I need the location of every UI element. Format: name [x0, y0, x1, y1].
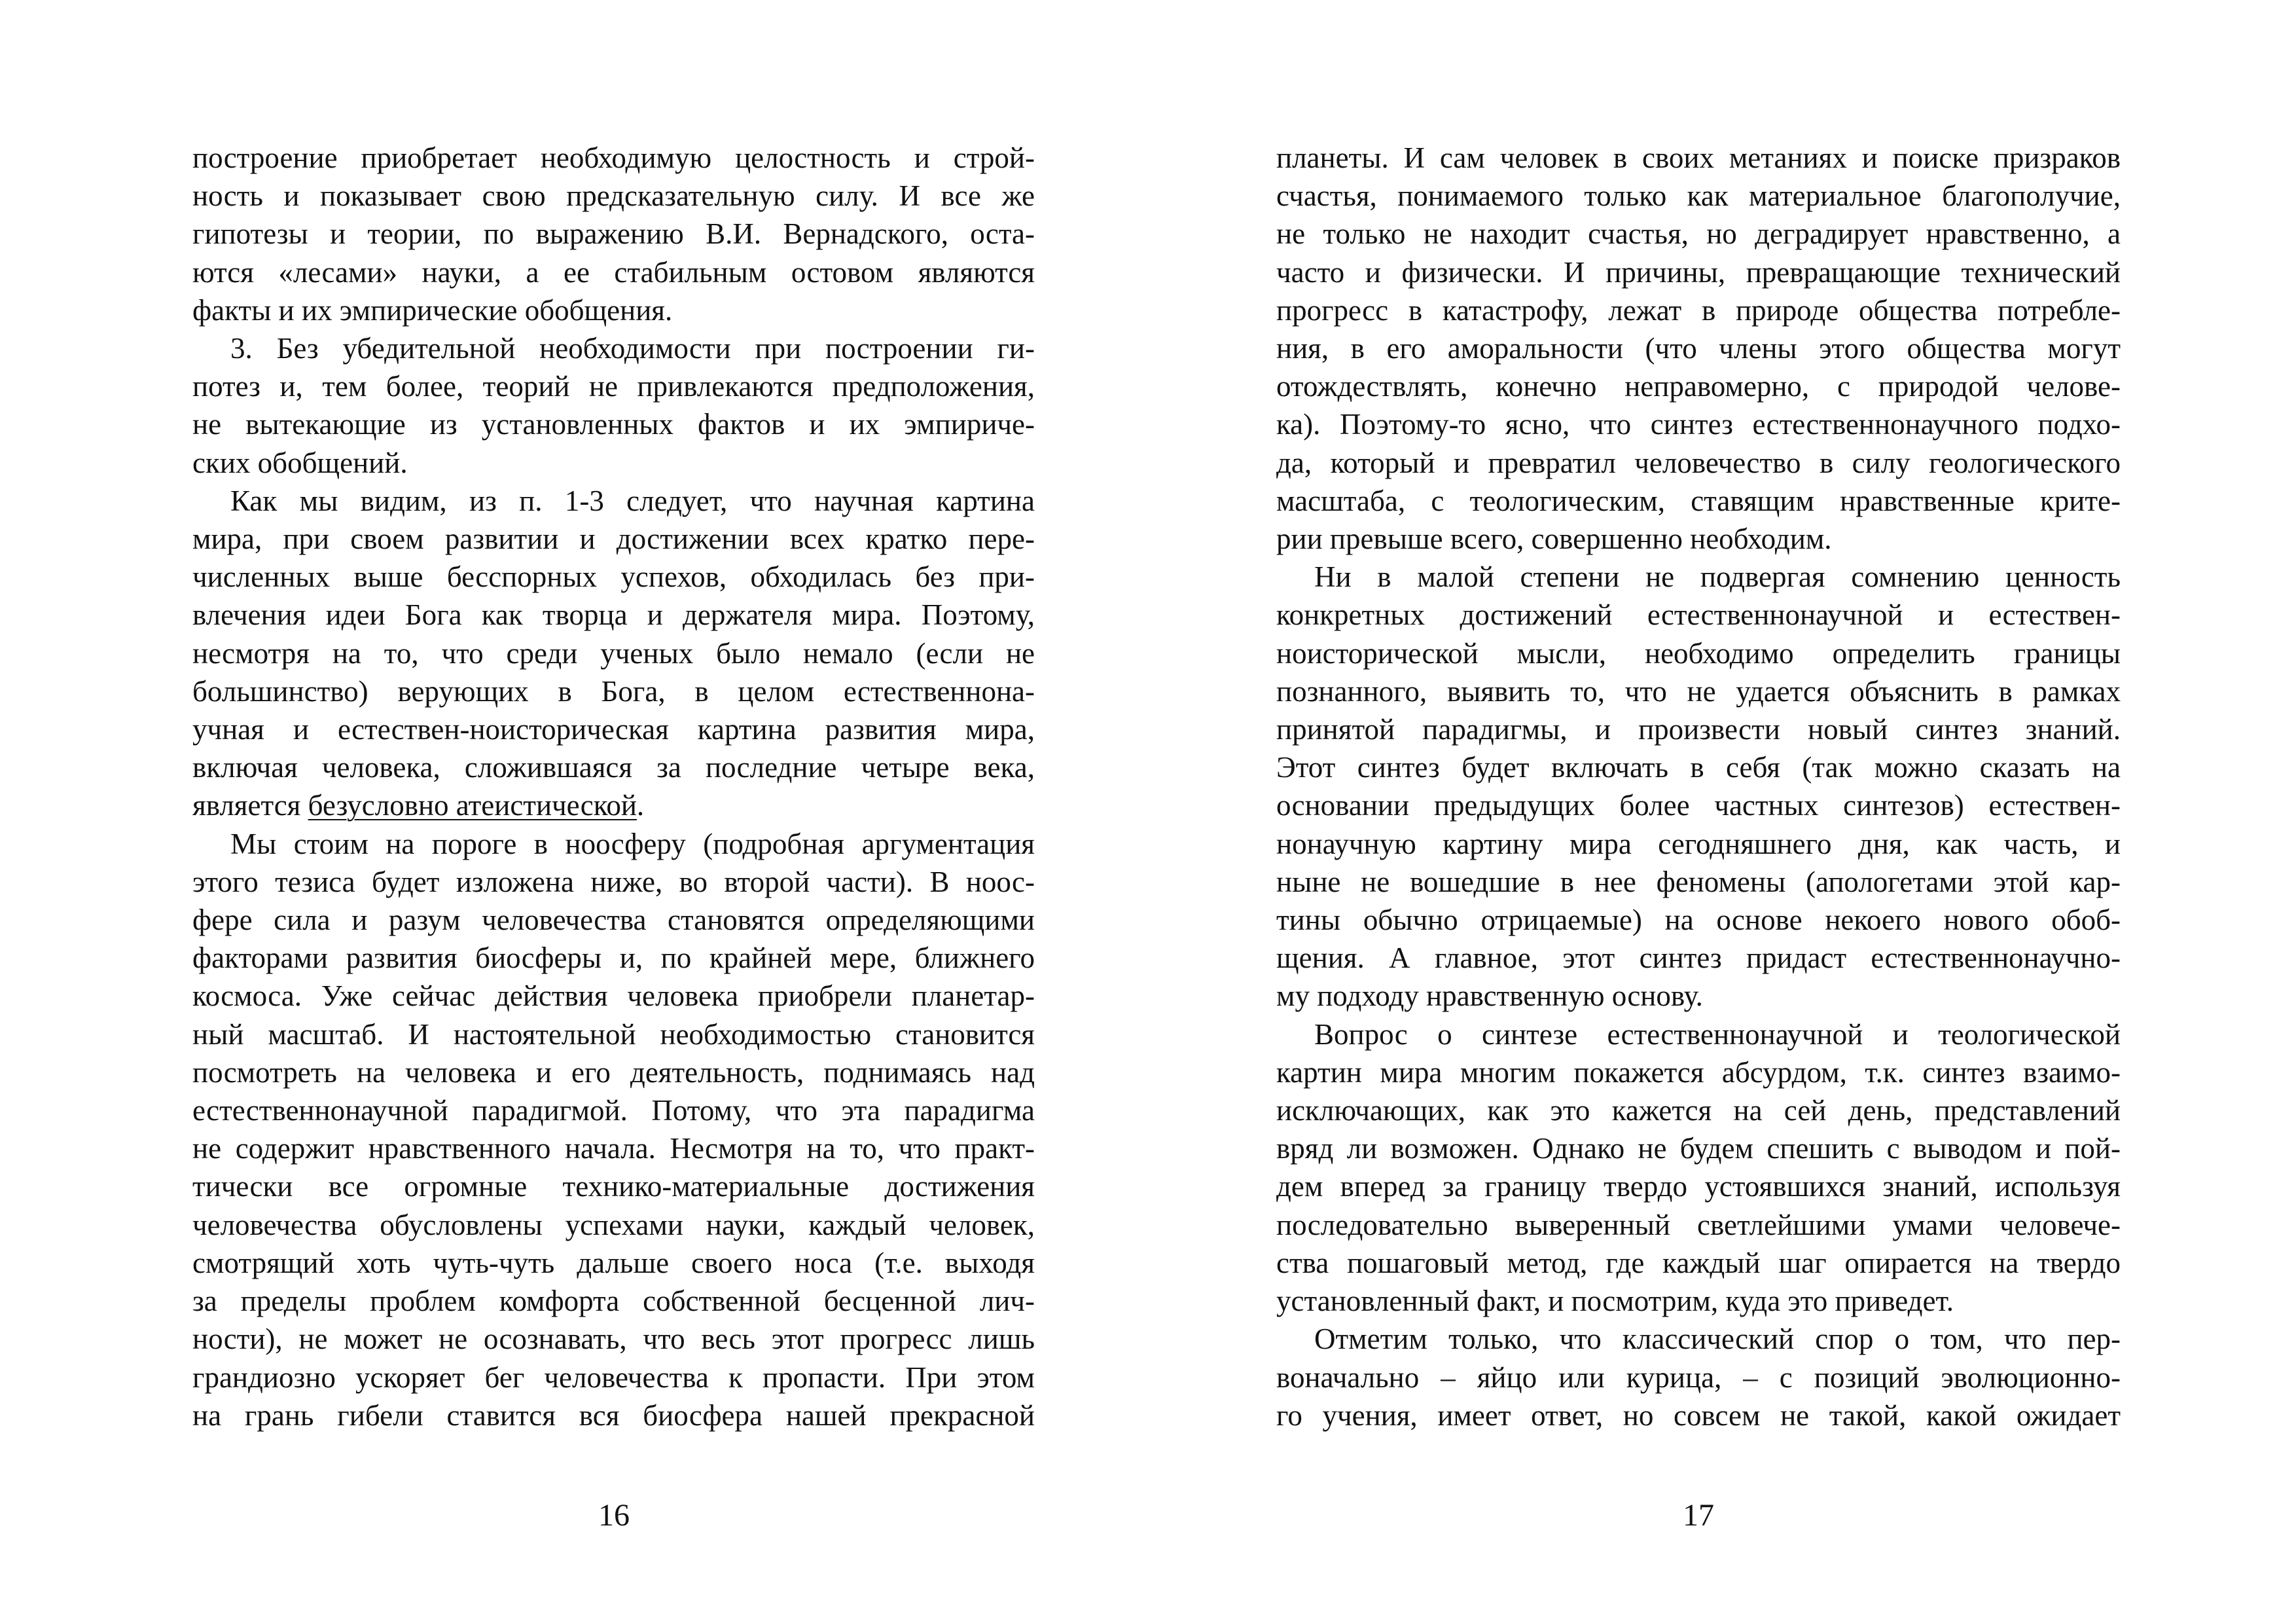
- left-page-number: 16: [598, 1498, 630, 1533]
- text-line: ства пошаговый метод, где каждый шаг опирается на твердо: [1276, 1246, 2121, 1279]
- text-line: не содержит нравственного начала. Несмотря на то, что практ-: [192, 1132, 1035, 1165]
- text-line: включая человека, сложившаяся за последние четыре века,: [192, 751, 1035, 784]
- text-line: ныне не вошедшие в нее феномены (апологетами этой кар-: [1276, 865, 2121, 898]
- text-line: гипотезы и теории, по выражению В.И. Вернадского, оста-: [192, 217, 1035, 251]
- text-line: численных выше бесспорных успехов, обходилась без при-: [192, 560, 1035, 594]
- text-line: посмотреть на человека и его деятельность, поднимаясь над: [192, 1055, 1035, 1089]
- text-line: воначально – яйцо или курица, – с позиций эволюционно-: [1276, 1360, 2121, 1394]
- text-line: не только не находит счастья, но деградирует нравственно, а: [1276, 217, 2121, 251]
- text-line: человечества обусловлены успехами науки, каждый человек,: [192, 1208, 1035, 1241]
- text-line: мира, при своем развитии и достижении всех кратко пере-: [192, 522, 1035, 556]
- text-line: щения. А главное, этот синтез придаст естественнонаучно-: [1276, 941, 2121, 975]
- text-line: факторами развития биосферы и, по крайней мере, ближнего: [192, 941, 1035, 975]
- text-line: 3. Без убедительной необходимости при построении ги-: [230, 332, 1035, 365]
- text-line: го учения, имеет ответ, но совсем не такой, какой ожидает: [1276, 1398, 2121, 1432]
- text-line: ются «лесами» науки, а ее стабильным остовом являются: [192, 255, 1035, 289]
- text-line: фере сила и разум человечества становятся определяющими: [192, 903, 1035, 937]
- right-page-text: [1276, 139, 2121, 1434]
- text-line-part: является: [192, 789, 308, 822]
- text-line: му подходу нравственную основу.: [1276, 979, 1703, 1013]
- text-line: счастья, понимаемого только как материальное благополучие,: [1276, 179, 2121, 213]
- text-line: этого тезиса будет изложена ниже, во второй части). В ноос-: [192, 865, 1035, 898]
- text-line: ния, в его аморальности (что члены этого общества могут: [1276, 332, 2121, 365]
- text-line: естественнонаучной парадигмой. Потому, что эта парадигма: [192, 1094, 1035, 1127]
- text-line: да, который и превратил человечество в силу геологического: [1276, 446, 2121, 479]
- text-line: космоса. Уже сейчас действия человека приобрели планетар-: [192, 979, 1035, 1013]
- text-line: Вопрос о синтезе естественнонаучной и теологической: [1314, 1017, 2121, 1051]
- text-line-part: .: [636, 789, 645, 822]
- text-line: вряд ли возможен. Однако не будем спешить с выводом и пой-: [1276, 1132, 2121, 1165]
- text-line: тины обычно отрицаемые) на основе некоего нового обоб-: [1276, 903, 2121, 937]
- text-line: планеты. И сам человек в своих метаниях и поиске призраков: [1276, 141, 2121, 174]
- text-line: Отметим только, что классический спор о том, что пер-: [1314, 1322, 2121, 1356]
- text-line: масштаба, с теологическим, ставящим нравственные крите-: [1276, 484, 2121, 517]
- text-line: на грань гибели ставится вся биосфера нашей прекрасной: [192, 1398, 1035, 1432]
- text-line: построение приобретает необходимую целостность и строй-: [192, 141, 1035, 174]
- text-line: картин мира многим покажется абсурдом, т.к. синтез взаимо-: [1276, 1055, 2121, 1089]
- text-line: нонаучную картину мира сегодняшнего дня, как часть, и: [1276, 827, 2121, 860]
- text-line: Как мы видим, из п. 1-3 следует, что научная картина: [230, 484, 1035, 517]
- underlined-phrase: безусловно атеистической: [308, 789, 637, 822]
- text-line: тически все огромные технико-материальные достижения: [192, 1170, 1035, 1203]
- text-line: [192, 786, 1035, 824]
- text-line: дем вперед за границу твердо устоявшихся знаний, используя: [1276, 1170, 2121, 1203]
- text-line: факты и их эмпирические обобщения.: [192, 293, 673, 327]
- text-line: Ни в малой степени не подвергая сомнению ценность: [1314, 560, 2121, 594]
- text-line: не вытекающие из установленных фактов и их эмпириче-: [192, 408, 1035, 441]
- text-line: ка). Поэтому-то ясно, что синтез естественнонаучного подхо-: [1276, 408, 2121, 441]
- text-line: ность и показывает свою предсказательную силу. И все же: [192, 179, 1035, 213]
- text-line: смотрящий хоть чуть-чуть дальше своего носа (т.е. выходя: [192, 1246, 1035, 1279]
- text-line: познанного, выявить то, что не удается объяснить в рамках: [1276, 674, 2121, 708]
- text-line: основании предыдущих более частных синтезов) естествен-: [1276, 789, 2121, 822]
- text-line: конкретных достижений естественнонаучной и естествен-: [1276, 598, 2121, 632]
- right-page-number: 17: [1683, 1498, 1714, 1533]
- text-line: влечения идеи Бога как творца и держателя мира. Поэтому,: [192, 598, 1035, 632]
- left-page-text: [192, 139, 1035, 1434]
- text-line: установленный факт, и посмотрим, куда это приведет.: [1276, 1285, 1954, 1318]
- text-line: часто и физически. И причины, превращающие технический: [1276, 255, 2121, 289]
- right-page: [1148, 0, 2296, 1623]
- text-line: учная и естествен-ноисторическая картина развития мира,: [192, 713, 1035, 746]
- text-line: ских обобщений.: [192, 446, 408, 479]
- text-line: последовательно выверенный светлейшими умами человече-: [1276, 1208, 2121, 1241]
- text-line: исключающих, как это кажется на сей день, представлений: [1276, 1094, 2121, 1127]
- text-line: отождествлять, конечно неправомерно, с природой челове-: [1276, 370, 2121, 403]
- text-line: потез и, тем более, теорий не привлекаются предположения,: [192, 370, 1035, 403]
- text-line: грандиозно ускоряет бег человечества к пропасти. При этом: [192, 1360, 1035, 1394]
- text-line: Этот синтез будет включать в себя (так можно сказать на: [1276, 751, 2121, 784]
- text-line: ноисторической мысли, необходимо определить границы: [1276, 636, 2121, 670]
- text-line: прогресс в катастрофу, лежат в природе общества потребле-: [1276, 293, 2121, 327]
- text-line: ный масштаб. И настоятельной необходимостью становится: [192, 1017, 1035, 1051]
- text-line: ности), не может не осознавать, что весь этот прогресс лишь: [192, 1322, 1035, 1356]
- text-line: большинство) верующих в Бога, в целом естественнона-: [192, 674, 1035, 708]
- text-line: принятой парадигмы, и произвести новый синтез знаний.: [1276, 713, 2121, 746]
- text-line: рии превыше всего, совершенно необходим.: [1276, 522, 1832, 556]
- text-line: за пределы проблем комфорта собственной бесценной лич-: [192, 1285, 1035, 1318]
- text-line: несмотря на то, что среди ученых было немало (если не: [192, 636, 1035, 670]
- text-line: Мы стоим на пороге в ноосферу (подробная аргументация: [230, 827, 1035, 860]
